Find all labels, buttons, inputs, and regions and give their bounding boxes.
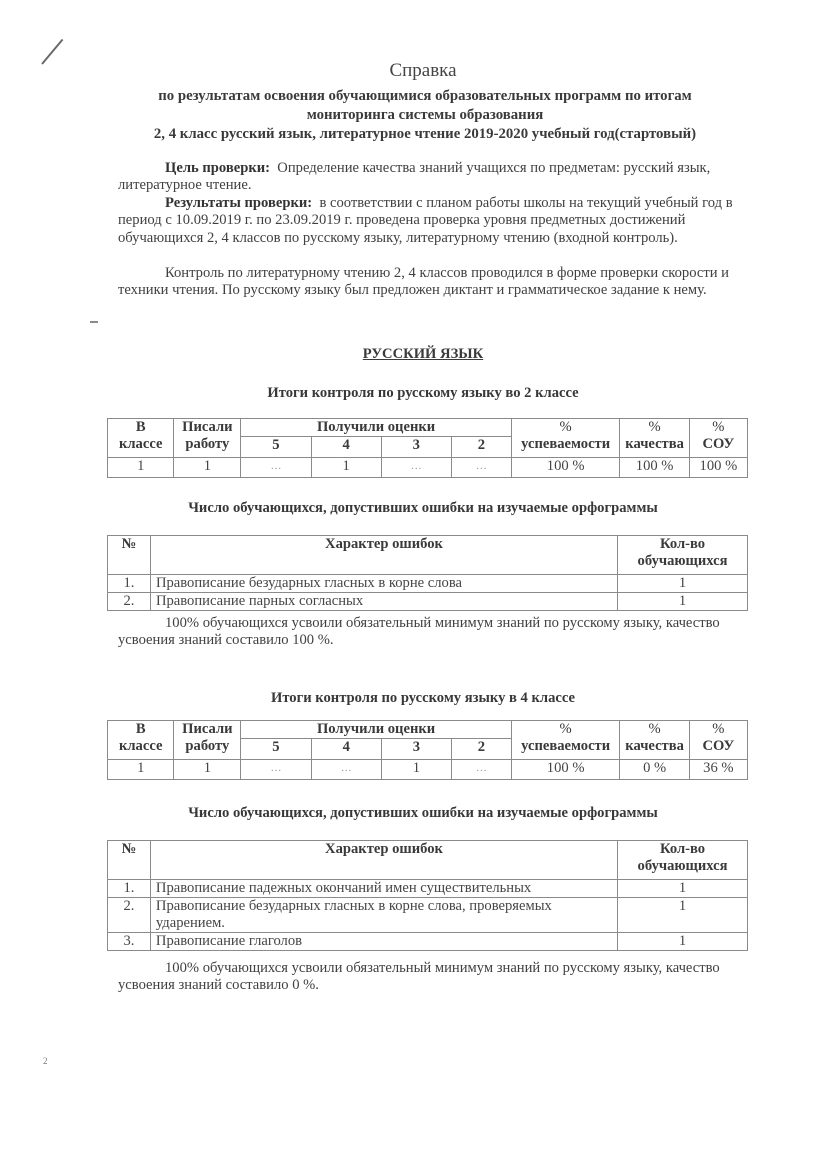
header-grade-5: 5 — [241, 739, 311, 760]
cell-in-class: 1 — [108, 458, 174, 478]
margin-dash-mark — [90, 321, 98, 323]
cell-error-type: Правописание глаголов — [150, 933, 617, 951]
cell-grade-5: … — [241, 458, 311, 478]
cell-in-class: 1 — [108, 760, 174, 780]
table-row — [108, 575, 748, 593]
cell-grade-2: … — [451, 760, 511, 780]
cell-count: 1 — [618, 880, 748, 898]
header-wrote: Писали работу — [174, 721, 241, 760]
table-row — [108, 760, 748, 780]
header-count: Кол-во обучающихся — [618, 536, 748, 575]
table-row — [108, 933, 748, 951]
control-paragraph — [118, 265, 738, 300]
header-sou: % СОУ — [689, 721, 747, 760]
cell-grade-3: … — [381, 458, 451, 478]
header-quality: % качества — [620, 721, 689, 760]
cell-count: 1 — [618, 898, 748, 933]
header-grade-3: 3 — [381, 437, 451, 458]
header-in-class: В классе — [108, 419, 174, 458]
cell-grade-4: 1 — [311, 458, 381, 478]
header-quality: % качества — [620, 419, 689, 458]
cell-num: 2. — [108, 898, 151, 933]
section-title: РУССКИЙ ЯЗЫК — [362, 346, 484, 362]
table-row — [108, 898, 748, 933]
cell-grade-3: 1 — [381, 760, 451, 780]
cell-count: 1 — [618, 593, 748, 611]
header-grades: Получили оценки — [241, 419, 512, 437]
pen-stroke-mark — [41, 39, 63, 65]
page-corner-mark: 2 — [43, 1056, 48, 1066]
cell-error-type: Правописание парных согласных — [150, 593, 617, 611]
grade2-results-table — [107, 418, 748, 478]
cell-count: 1 — [618, 933, 748, 951]
header-grade-5: 5 — [241, 437, 311, 458]
cell-error-type: Правописание безударных гласных в корне слова — [150, 575, 617, 593]
cell-quality: 100 % — [620, 458, 689, 478]
cell-count: 1 — [618, 575, 748, 593]
header-count: Кол-во обучающихся — [618, 841, 748, 880]
cell-wrote: 1 — [174, 760, 241, 780]
header-grade-3: 3 — [381, 739, 451, 760]
grade2-errors-table — [107, 535, 748, 611]
header-grades: Получили оценки — [241, 721, 512, 739]
header-grade-2: 2 — [451, 437, 511, 458]
grade4-errors-caption: Число обучающихся, допустивших ошибки на изучаемые орфограммы — [188, 805, 658, 821]
header-num: № — [108, 536, 151, 575]
cell-grade-2: … — [451, 458, 511, 478]
header-num: № — [108, 841, 151, 880]
grade2-summary: 100% обучающихся усвоили обязательный минимум знаний по русскому языку, качество усвоения знаний составило 100 %. — [118, 615, 720, 649]
grade4-summary: 100% обучающихся усвоили обязательный минимум знаний по русскому языку, качество усвоения знаний составило 0 %. — [118, 960, 720, 994]
cell-num: 3. — [108, 933, 151, 951]
control-text: Контроль по литературному чтению 2, 4 классов проводился в форме проверки скорости и техники чтения. По русскому языку был предложен диктант и грамматическое задание к нему. — [118, 265, 729, 299]
header-grade-2: 2 — [451, 739, 511, 760]
grade4-results-table — [107, 720, 748, 780]
results-text: в соответствии с планом работы школы на текущий учебный год в период с 10.09.2019 г. по 23.09.2019 г. проведена проверка уровня предметных достижений обучающихся 2, 4 классов по русскому языку, литературному чтению (входной контроль). — [118, 195, 733, 246]
goal-label: Цель проверки: — [165, 160, 270, 176]
goal-paragraph — [118, 160, 738, 195]
cell-grade-4: … — [311, 760, 381, 780]
document-title: Справка — [389, 60, 457, 81]
header-sou: % СОУ — [689, 419, 747, 458]
results-label: Результаты проверки: — [165, 195, 313, 211]
header-grade-4: 4 — [311, 437, 381, 458]
goal-text: Определение качества знаний учащихся по предметам: русский язык, литературное чтение. — [118, 160, 711, 194]
cell-progress: 100 % — [511, 458, 620, 478]
cell-num: 1. — [108, 575, 151, 593]
header-error-type: Характер ошибок — [150, 841, 617, 880]
grade4-errors-table — [107, 840, 748, 951]
grade4-results-caption: Итоги контроля по русскому языку в 4 классе — [270, 690, 575, 706]
table-row — [108, 458, 748, 478]
cell-sou: 100 % — [689, 458, 747, 478]
cell-progress: 100 % — [511, 760, 620, 780]
header-progress: % успеваемости — [511, 419, 620, 458]
cell-error-type: Правописание падежных окончаний имен существительных — [150, 880, 617, 898]
cell-sou: 36 % — [689, 760, 747, 780]
subtitle-line: 2, 4 класс русский язык, литературное чтение 2019-2020 учебный год(стартовый) — [153, 126, 697, 142]
cell-grade-5: … — [241, 760, 311, 780]
header-wrote: Писали работу — [174, 419, 241, 458]
header-progress: % успеваемости — [511, 721, 620, 760]
grade2-errors-caption: Число обучающихся, допустивших ошибки на изучаемые орфограммы — [188, 500, 658, 516]
subtitle-line: по результатам освоения обучающимися образовательных программ по итогам — [158, 88, 692, 104]
cell-num: 1. — [108, 880, 151, 898]
cell-error-type: Правописание безударных гласных в корне слова, проверяемых ударением. — [150, 898, 617, 933]
header-error-type: Характер ошибок — [150, 536, 617, 575]
results-paragraph — [118, 195, 738, 247]
subtitle-line: мониторинга системы образования — [306, 107, 544, 123]
cell-quality: 0 % — [620, 760, 689, 780]
table-row — [108, 593, 748, 611]
cell-num: 2. — [108, 593, 151, 611]
table-row — [108, 880, 748, 898]
header-in-class: В классе — [108, 721, 174, 760]
cell-wrote: 1 — [174, 458, 241, 478]
document-subtitle — [100, 87, 750, 144]
grade2-results-caption: Итоги контроля по русскому языку во 2 классе — [267, 385, 579, 401]
header-grade-4: 4 — [311, 739, 381, 760]
